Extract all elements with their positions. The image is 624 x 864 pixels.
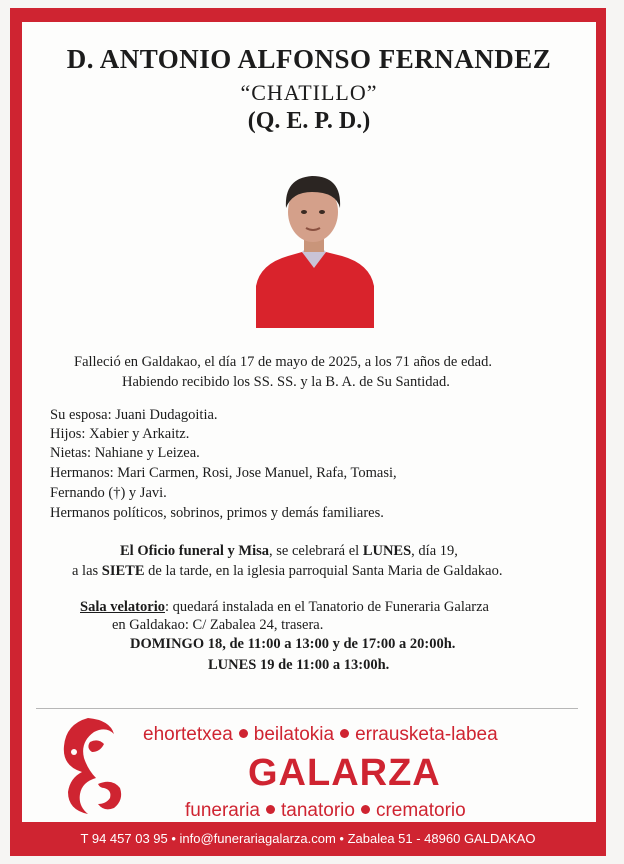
contact-info: T 94 457 03 95 • info@funerariagalarza.com • Zabalea 51 - 48960 GALDAKAO <box>80 831 536 846</box>
wake-location: : quedará instalada en el Tanatorio de Funeraria Galarza <box>164 599 489 615</box>
funeral-text: , se celebrará el <box>269 543 363 559</box>
funeral-day: LUNES <box>362 543 412 559</box>
family-siblings-line1: Hermanos: Mari Carmen, Rosi, Jose Manuel, Rafa, Tomasi, <box>50 465 397 481</box>
funeral-date: , día 19, <box>411 543 458 559</box>
service-crematorio: crematorio <box>375 800 466 821</box>
bullet-dot <box>361 805 370 814</box>
brand-name: GALARZA <box>248 752 441 794</box>
services-spanish <box>185 800 466 822</box>
wake-label: Sala velatorio <box>80 599 165 615</box>
funeral-line1 <box>120 542 458 560</box>
family-others: Hermanos políticos, sobrinos, primos y demás familiares. <box>50 505 384 521</box>
wake-line1 <box>80 598 489 616</box>
family-wife: Su esposa: Juani Dudagoitia. <box>50 407 218 423</box>
deceased-name: D. ANTONIO ALFONSO FERNANDEZ <box>66 44 552 74</box>
deceased-photo <box>250 168 378 330</box>
bullet-dot <box>340 729 349 738</box>
service-tanatorio: tanatorio <box>281 800 355 821</box>
funeral-line2 <box>72 562 502 580</box>
deceased-nickname: “CHATILLO” <box>240 80 378 105</box>
divider <box>36 708 578 709</box>
wake-schedule-monday: LUNES 19 de 11:00 a 13:00h. <box>208 657 390 673</box>
wake-schedule-sunday: DOMINGO 18, de 11:00 a 13:00 y de 17:00 a 20:00h. <box>130 636 456 652</box>
service-errausketa-labea: errausketa-labea <box>355 724 498 745</box>
galarza-logo-icon <box>48 712 132 818</box>
family-siblings-line2: Fernando (†) y Javi. <box>50 485 167 501</box>
services-basque <box>143 724 498 746</box>
funeral-location: de la tarde, en la iglesia parroquial Santa Maria de Galdakao. <box>144 563 503 579</box>
service-funeraria: funeraria <box>185 800 260 821</box>
wake-address: en Galdakao: C/ Zabalea 24, trasera. <box>112 617 324 633</box>
death-notice-line1: Falleció en Galdakao, el día 17 de mayo de 2025, a los 71 años de edad. <box>74 354 492 370</box>
bullet-dot <box>266 805 275 814</box>
service-ehortetxea: ehortetxea <box>143 724 233 745</box>
family-children: Hijos: Xabier y Arkaitz. <box>50 426 190 442</box>
qepd-label: (Q. E. P. D.) <box>247 108 371 134</box>
death-notice-line2: Habiendo recibido los SS. SS. y la B. A. de Su Santidad. <box>122 374 450 390</box>
funeral-hour: SIETE <box>101 563 145 579</box>
family-granddaughters: Nietas: Nahiane y Leizea. <box>50 445 200 461</box>
service-beilatokia: beilatokia <box>253 724 335 745</box>
contact-footer <box>10 822 606 856</box>
bullet-dot <box>239 729 248 738</box>
funeral-mass-label: El Oficio funeral y Misa <box>120 543 270 559</box>
funeral-time-prefix: a las <box>72 563 102 579</box>
